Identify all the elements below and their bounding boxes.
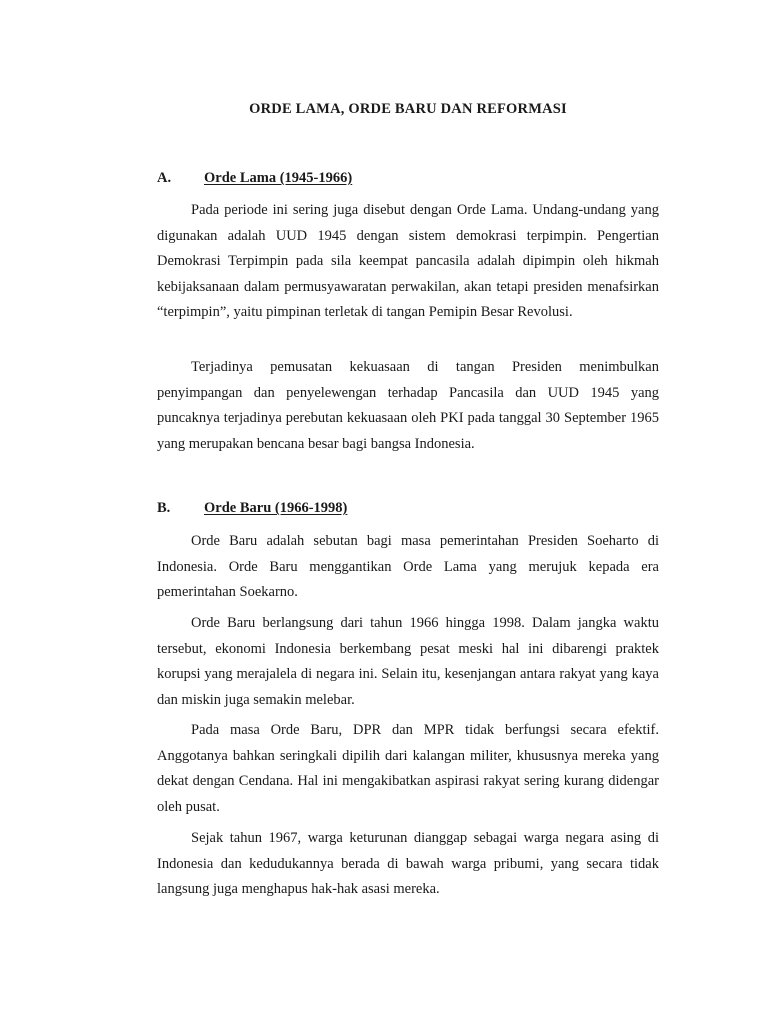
section-b-paragraph-2: Orde Baru berlangsung dari tahun 1966 hingga 1998. Dalam jangka waktu tersebut, ekonomi Indonesia berkembang pesat meski hal ini dibarengi praktek korupsi yang merajalela di negara ini. Selain itu, kesenjangan antara rakyat yang kaya dan miskin juga semakin melebar. xyxy=(157,615,659,708)
section-a-letter: A. xyxy=(157,170,172,186)
section-b-paragraph-3: Pada masa Orde Baru, DPR dan MPR tidak berfungsi secara efektif. Anggotanya bahkan seringkali dipilih dari kalangan militer, khususnya mereka yang dekat dengan Cendana. Hal ini mengakibatkan aspirasi rakyat sering kurang didengar oleh pusat. xyxy=(157,722,659,815)
section-b-title: Orde Baru (1966-1998) xyxy=(204,500,348,516)
section-b-letter: B. xyxy=(157,500,171,516)
section-a-paragraph-1: Pada periode ini sering juga disebut dengan Orde Lama. Undang-undang yang digunakan adalah UUD 1945 dengan sistem demokrasi terpimpin. Pengertian Demokrasi Terpimpin pada sila keempat pancasila adalah dipimpin oleh hikmah kebijaksanaan dalam permusyawaratan perwakilan, akan tetapi presiden menafsirkan “terpimpin”, yaitu pimpinan terletak di tangan Pemipin Besar Revolusi. xyxy=(157,202,659,321)
section-a-title: Orde Lama (1945-1966) xyxy=(204,170,353,186)
section-a-heading xyxy=(157,168,352,188)
section-b-heading xyxy=(157,498,347,518)
document-title: ORDE LAMA, ORDE BARU DAN REFORMASI xyxy=(249,101,567,117)
section-a-paragraph-2: Terjadinya pemusatan kekuasaan di tangan Presiden menimbulkan penyimpangan dan penyelewengan terhadap Pancasila dan UUD 1945 yang puncaknya terjadinya perebutan kekuasaan oleh PKI pada tanggal 30 September 1965 yang merupakan bencana besar bagi bangsa Indonesia. xyxy=(157,359,659,452)
section-b-paragraph-4: Sejak tahun 1967, warga keturunan dianggap sebagai warga negara asing di Indonesia dan kedudukannya berada di bawah warga pribumi, yang secara tidak langsung juga menghapus hak-hak asasi mereka. xyxy=(157,830,659,898)
section-b-paragraph-1: Orde Baru adalah sebutan bagi masa pemerintahan Presiden Soeharto di Indonesia. Orde Baru menggantikan Orde Lama yang merujuk kepada era pemerintahan Soekarno. xyxy=(157,533,659,601)
